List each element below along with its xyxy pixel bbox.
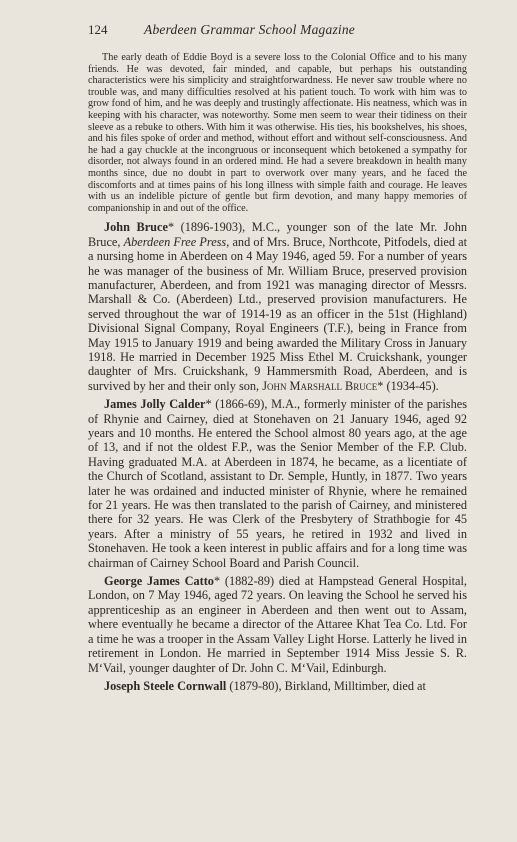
- entry-name: George James Catto: [104, 574, 214, 589]
- entry-text: * (1896-1903), M.C., younger son of the late Mr. John Bruce,: [88, 220, 467, 249]
- entry-text: , and of Mrs. Bruce, Northcote, Pitfodels, died at a nursing home in Aberdeen on 4 May 1946, aged 59. For a number of years he was manager of the business of Mr. William Bruce, preserved provision manufacturer, Aberdeen, and from 1921 was managing director of Messrs. Marshall & Co. (Aberdeen) Ltd., preserved provision manufacturers. He served throughout the war of 1914-19 as an officer in the 51st (Highland) Divisional Signal Company, Royal Engineers (T.F.), being in France from May 1915 to January 1919 and being awarded the Military Cross in January 1918. He married in December 1925 Miss Ethel M. Cruickshank, younger daughter of Mrs. Cruickshank, 9 Hammersmith Road, Aberdeen, and is survived by her and their only son,: [88, 234, 468, 393]
- running-title: Aberdeen Grammar School Magazine: [144, 22, 355, 37]
- page-header: [88, 22, 467, 46]
- entry-text: * (1934-45).: [377, 378, 439, 393]
- obituary-bruce: [88, 220, 467, 393]
- entry-name: Joseph Steele Cornwall: [104, 678, 227, 693]
- son-name: John Marshall Bruce: [262, 378, 378, 393]
- entry-name: John Bruce: [104, 220, 168, 235]
- intro-paragraph: The early death of Eddie Boyd is a severe loss to the Colonial Office and to his many friends. He was devoted, fair minded, and capable, but perhaps his outstanding characteristics were his simplicity and straightforwardness. He never saw trouble where no trouble was, and many difficulties resolved at his patient touch. To work with him was to grow fond of him, and he was deeply and trustingly affectionate. His neatness, which was in keeping with his character, was noteworthy. Some men seem to wear their tidiness on their sleeve as a rebuke to others. With him it was otherwise. His ties, his bookshelves, his shoes, and his files spoke of order and method, without effort and without self-consciousness. And he had a gay chuckle at the incongruous or inconsequent which betokened a sympathy for disorder, not always found in an ordered mind. He had a severe breakdown in health many months since, due no doubt in part to overwork over many years, and he faced the discomforts and at times pains of his long illness with simple faith and courage. He leaves with us an indelible picture of gentle but firm devotion, and many happy memories of companionship in and out of the office.: [88, 52, 467, 214]
- page-number: 124: [88, 22, 108, 37]
- entry-name: James Jolly Calder: [104, 397, 206, 412]
- entry-text: * (1866-69), M.A., formerly minister of the parishes of Rhynie and Cairney, died at Stonehaven on 21 January 1946, aged 92 years and 10 months. He entered the School almost 80 years ago, at the age of 13, and if not the oldest F.P., was the Senior Member of the F.P. Club. Having graduated M.A. at Aberdeen in 1874, he became, as a licentiate of the Church of Scotland, assistant to Dr. Semple, Huntly, in 1877. Two years later he was ordained and inducted minister of Rhynie, where he remained for 21 years. He was then translated to the parish of Cairney, and ministered there for 32 years. He was Clerk of the Presbytery of Strathbogie for 45 years. After a ministry of 55 years, he retired in 1932 and lived in Stonehaven. He took a keen interest in public affairs and for a long time was chairman of Cairney School Board and Parish Council.: [88, 397, 467, 570]
- newspaper-title: Aberdeen Free Press: [123, 234, 227, 249]
- entry-text: * (1882-89) died at Hampstead General Hospital, London, on 7 May 1946, aged 72 years. On leaving the School he served his apprenticeship as an engineer in Aberdeen and then went out to Assam, where eventually he became a director of the Attaree Khat Tea Co. Ltd. For a time he was a trooper in the Assam Valley Light Horse. Latterly he lived in retirement in London. He married in September 1914 Miss Jessie S. R. M‘Vail, younger daughter of Dr. John C. M‘Vail, Edinburgh.: [88, 574, 467, 675]
- obituary-cornwall: [88, 679, 467, 693]
- entry-text: (1879-80), Birkland, Milltimber, died at: [226, 678, 426, 693]
- obituary-calder: [88, 397, 467, 570]
- obituary-catto: [88, 574, 467, 675]
